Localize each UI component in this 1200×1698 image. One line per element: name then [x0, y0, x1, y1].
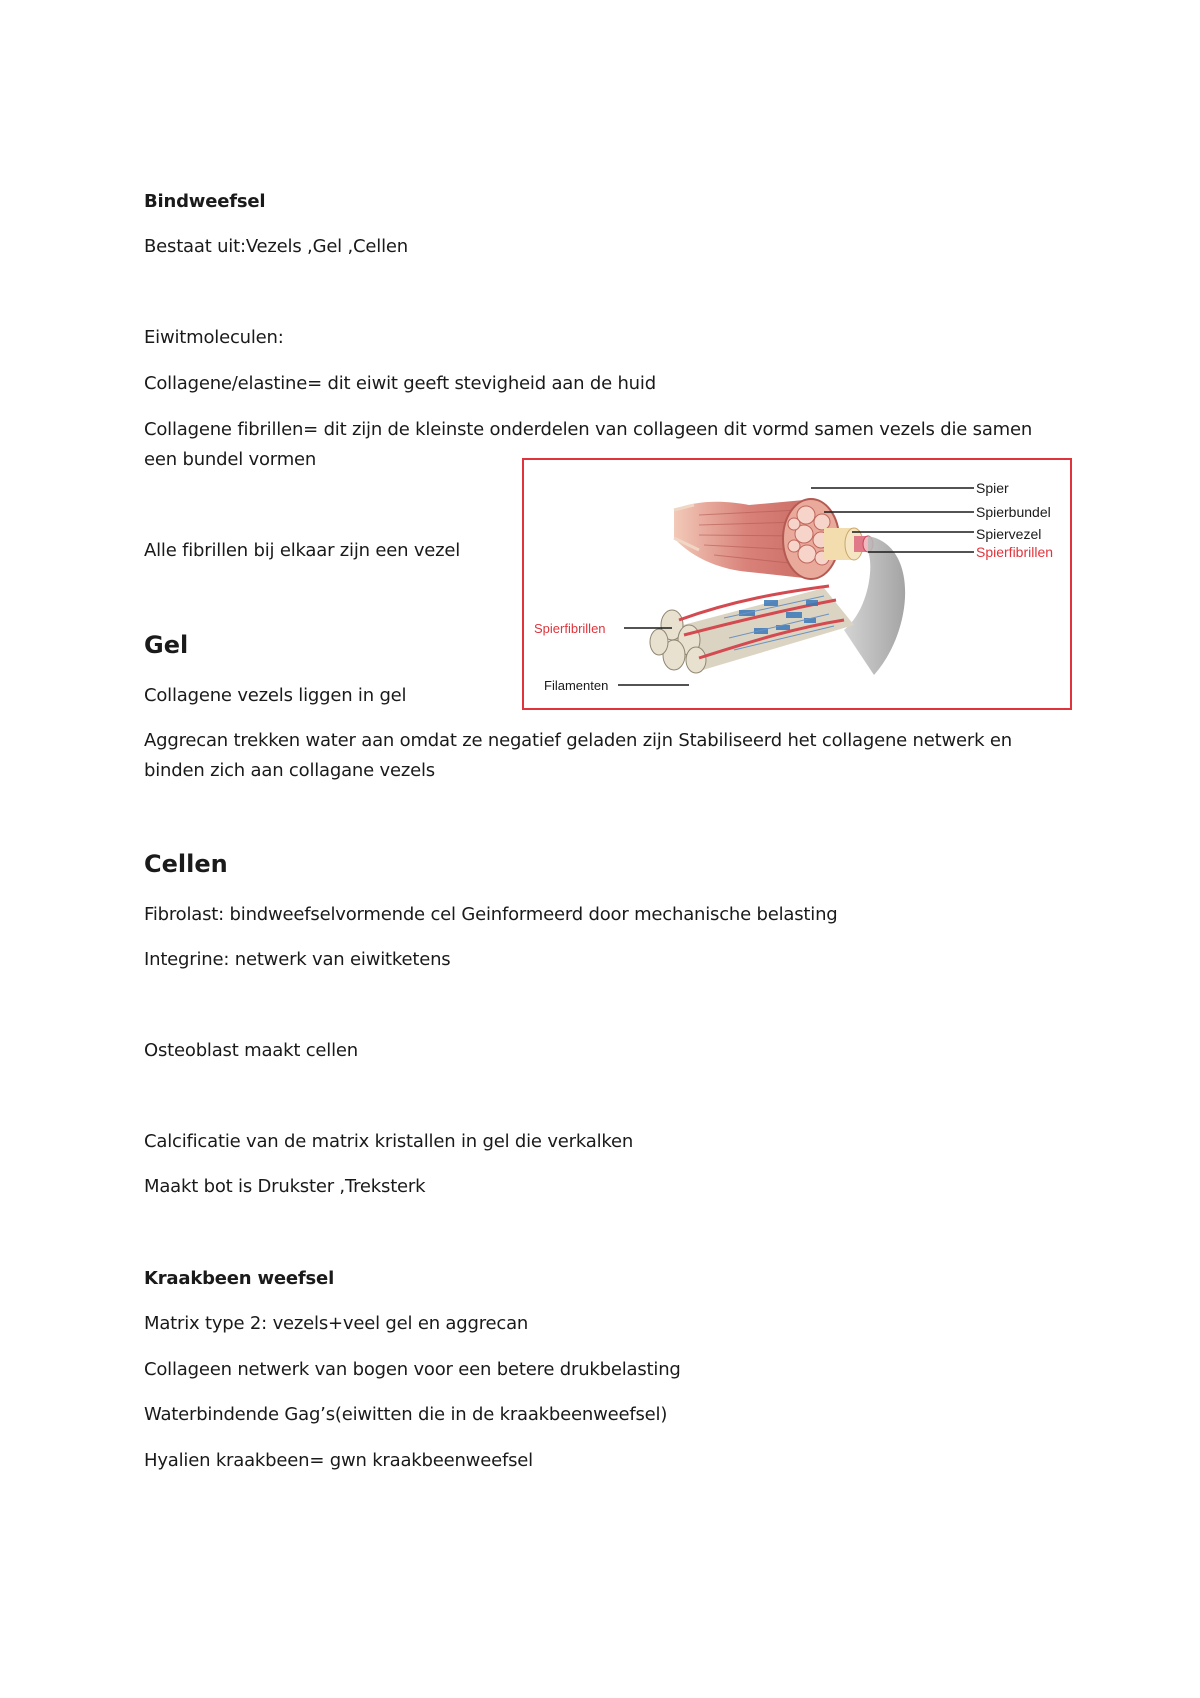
paragraph-eiwitmoleculen: Eiwitmoleculen:	[144, 327, 284, 348]
paragraph-collagene-elastine: Collagene/elastine= dit eiwit geeft stevigheid aan de huid	[144, 373, 656, 394]
paragraph-collagene-vezels: Collagene vezels liggen in gel	[144, 685, 407, 706]
spierfibrillen-bundle	[650, 586, 854, 673]
paragraph-maakt-bot: Maakt bot is Drukster ,Treksterk	[144, 1176, 426, 1197]
paragraph-bestaat-uit: Bestaat uit:Vezels ,Gel ,Cellen	[144, 236, 408, 257]
heading-gel: Gel	[144, 631, 189, 659]
label-spier: Spier	[976, 480, 1009, 496]
heading-kraakbeen: Kraakbeen weefsel	[144, 1268, 335, 1289]
label-spierfibrillen-left: Spierfibrillen	[534, 621, 606, 636]
muscle-diagram	[524, 460, 1070, 708]
muscle-body	[674, 499, 839, 579]
label-spiervezel: Spiervezel	[976, 526, 1042, 542]
paragraph-waterbindende: Waterbindende Gag’s(eiwitten die in de kraakbeenweefsel)	[144, 1404, 668, 1425]
paragraph-collageen-netwerk: Collageen netwerk van bogen voor een betere drukbelasting	[144, 1359, 681, 1380]
paragraph-osteoblast: Osteoblast maakt cellen	[144, 1040, 358, 1061]
muscle-anatomy-figure	[522, 458, 1072, 710]
paragraph-aggrecan-cont: binden zich aan collagane vezels	[144, 760, 435, 781]
paragraph-calcificatie: Calcificatie van de matrix kristallen in gel die verkalken	[144, 1131, 634, 1152]
paragraph-collagene-fibrillen: Collagene fibrillen= dit zijn de kleinste onderdelen van collageen dit vormd samen vezels die samen	[144, 419, 1033, 440]
heading-bindweefsel: Bindweefsel	[144, 191, 266, 212]
heading-cellen: Cellen	[144, 850, 228, 878]
paragraph-fibrolast: Fibrolast: bindweefselvormende cel Geinformeerd door mechanische belasting	[144, 904, 838, 925]
label-spierbundel: Spierbundel	[976, 504, 1051, 520]
paragraph-aggrecan: Aggrecan trekken water aan omdat ze negatief geladen zijn Stabiliseerd het collagene netwerk en	[144, 730, 1012, 751]
label-spierfibrillen-right: Spierfibrillen	[976, 544, 1054, 560]
paragraph-hyalien: Hyalien kraakbeen= gwn kraakbeenweefsel	[144, 1450, 533, 1471]
label-filamenten: Filamenten	[544, 678, 609, 693]
paragraph-integrine: Integrine: netwerk van eiwitketens	[144, 949, 451, 970]
paragraph-matrix-type: Matrix type 2: vezels+veel gel en aggrecan	[144, 1313, 529, 1334]
paragraph-alle-fibrillen: Alle fibrillen bij elkaar zijn een vezel	[144, 540, 461, 561]
paragraph-collagene-fibrillen-cont: een bundel vormen	[144, 449, 317, 470]
